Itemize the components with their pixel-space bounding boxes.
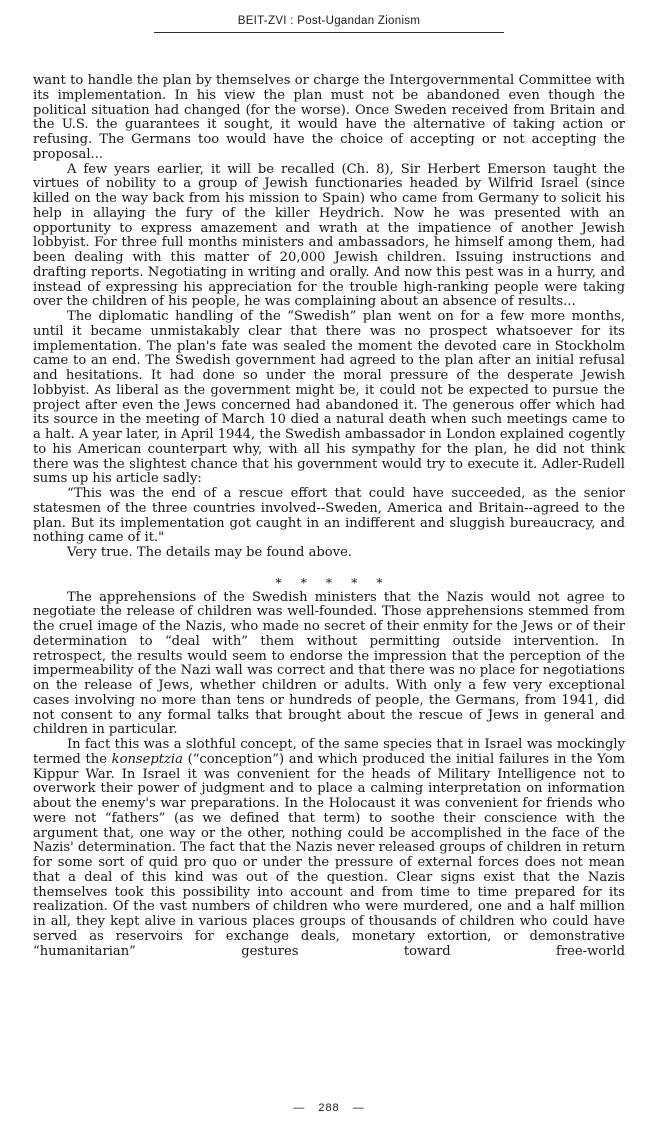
body-paragraph (33, 738, 625, 959)
page-footer (0, 1102, 658, 1114)
running-header-title: BEIT-ZVI : Post-Ugandan Zionism (237, 15, 421, 27)
body-paragraph: Very true. The details may be found above. (67, 545, 352, 560)
page-number: — 288 — (293, 1102, 365, 1114)
body-paragraph: A few years earlier, it will be recalled (Ch. 8), Sir Herbert Emerson taught the virtues of nobility to a group of Jewish functionaries headed by Wilfrid Israel (since killed on the way back from his mission to Spain) who came from Germany to solicit his help in allaying the fury of the killer Heydrich. Now he was presented with an opportunity to express amazement and wrath at the impatience of another Jewish lobbyist. For three full months ministers and ambassadors, he himself among them, had been dealing with this matter of 20,000 Jewish children. Issuing instructions and drafting reports. Negotiating in writing and orally. And now this pest was in a hurry, and instead of expressing his appreciation for the trouble high-ranking people were taking over the children of his people, he was complaining about an absence of results... (33, 161, 625, 310)
section-separator: * * * * * (275, 574, 383, 590)
emphasized-term: konseptzia (111, 751, 183, 767)
page-body (0, 33, 658, 959)
page-header (0, 0, 658, 33)
body-paragraph: The apprehensions of the Swedish ministers that the Nazis would not agree to negotiate the release of children was well-founded. Those apprehensions stemmed from the cruel image of the Nazis, who made no secret of their enmity for the Jews or of their determination to “deal with” them without permitting outside intervention. In retrospect, the results would seem to endorse the impression that the perception of the impermeability of the Nazi wall was correct and that there was no place for negotiations on the release of Jews, whether children or adults. With only a few very exceptional cases involving no more than tens or hundreds of people, the Germans, from 1941, did not consent to any formal talks that brought about the rescue of Jews in general and children in particular. (33, 589, 625, 738)
quote-paragraph: “This was the end of a rescue effort that could have succeeded, as the senior statesmen of the three countries involved--Sweden, America and Britain--agreed to the plan. But its implementation got caught in an indifferent and sluggish bureaucracy, and nothing came of it." (33, 486, 625, 546)
paragraph-text: (“conception”) and which produced the initial failures in the Yom Kippur War. In Israel it was convenient for the heads of Military Intelligence not to overwork their power of judgment and to place a calming interpretation on information about the enemy's war preparations. In the Holocaust it was convenient for friends who were not “fathers” (as we defined that term) to soothe their conscience with the argument that, one way or the other, nothing could be accomplished in the face of the Nazis' determination. The fact that the Nazis never released groups of children in return for some sort of quid pro quo or under the pressure of external forces does not mean that a deal of this kind was out of the question. Clear signs exist that the Nazis themselves took this possibility into account and from time to time prepared for its realization. Of the vast numbers of children who were murdered, one and a half million in all, they kept alive in various places groups of thousands of children who could have served as reservoirs for exchange deals, monetary extortion, or demonstrative “humanitarian” gestures toward free-world (33, 751, 625, 959)
body-paragraph: want to handle the plan by themselves or charge the Intergovernmental Committee with its implementation. In his view the plan must not be abandoned even though the political situation had changed (for the worse). Once Sweden received from Britain and the U.S. the guarantees it sought, it would have the alternative of taking action or refusing. The Germans too would have the choice of accepting or not accepting the proposal... (33, 73, 625, 162)
paragraph-text: In fact this was a slothful concept, of the same species that in Israel was mockingly termed the (33, 737, 625, 767)
body-paragraph: The diplomatic handling of the “Swedish” plan went on for a few more months, until it became unmistakably clear that there was no prospect whatsoever for its implementation. The plan's fate was sealed the moment the devoted care in Stockholm came to an end. The Swedish government had agreed to the plan after an initial refusal and hesitations. It had done so under the moral pressure of the desperate Jewish lobbyist. As liberal as the government might be, it could not be expected to pursue the project after even the Jews concerned had abandoned it. The generous offer which had its source in the meeting of March 10 died a natural death when such meetings came to a halt. A year later, in April 1944, the Swedish ambassador in London explained cogently to his American counterpart why, with all his sympathy for the plan, he did not think there was the slightest chance that his government would try to execute it. Adler-Rudell sums up his article sadly: (33, 309, 625, 487)
